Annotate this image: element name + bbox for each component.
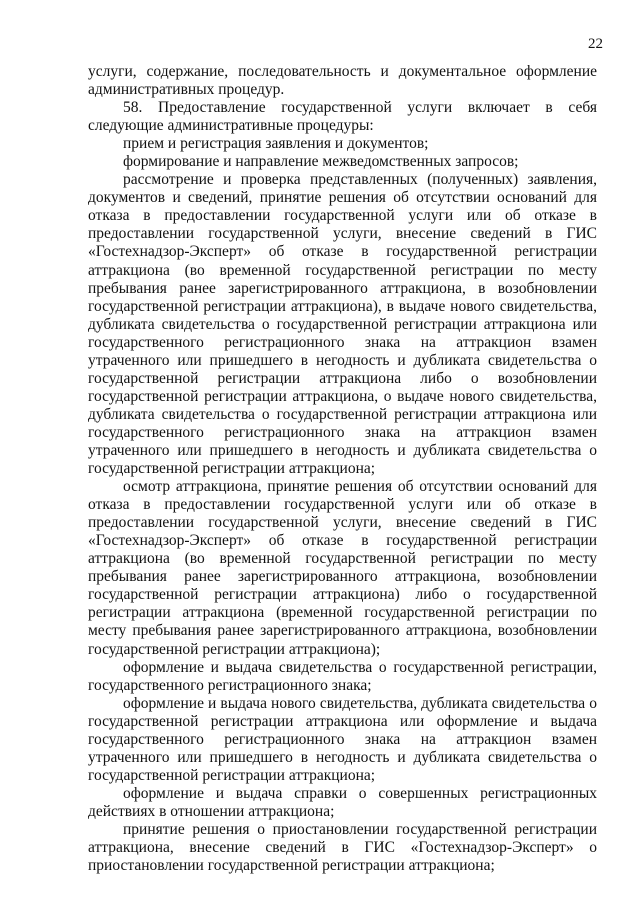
paragraph-procedure-issue-duplicate: оформление и выдача нового свидетельства, дубликата свидетельства о государственной регистрации аттракциона или оформление и выдача государственного регистрационного знака на аттракцион взамен утраченного или пришедшего в негодность и дубликата свидетельства о государственной регистрации аттракциона;: [88, 694, 597, 784]
paragraph-procedure-suspension: принятие решения о приостановлении государственной регистрации аттракциона, внесение сведений в ГИС «Гостехнадзор-Эксперт» о приостановлении государственной регистрации аттракциона;: [88, 820, 597, 875]
paragraph-procedure-issue-reference: оформление и выдача справки о совершенных регистрационных действиях в отношении аттракциона;: [88, 784, 597, 820]
document-body: [88, 63, 597, 875]
paragraph-procedure-reception: прием и регистрация заявления и документов;: [123, 135, 429, 153]
paragraph-continuation: услуги, содержание, последовательность и документальное оформление административных процедур.: [88, 63, 597, 99]
page-number: 22: [588, 36, 603, 52]
paragraph-procedure-issue-certificate: оформление и выдача свидетельства о государственной регистрации, государственного регистрационного знака;: [88, 658, 597, 694]
paragraph-procedure-inspection: осмотр аттракциона, принятие решения об отсутствии оснований для отказа в предоставлении государственной услуги или об отказе в предоставлении государственной услуги, внесение сведений в ГИС «Гостехнадзор-Эксперт» об отказе в государственной регистрации аттракциона (во временной государственной регистрации по месту пребывания ранее зарегистрированного аттракциона, возобновлении государственной регистрации аттракциона) либо о государственной регистрации аттракциона (временной государственной регистрации по месту пребывания ранее зарегистрированного аттракциона, возобновлении государственной регистрации аттракциона);: [88, 478, 597, 658]
paragraph-clause-58: 58. Предоставление государственной услуги включает в себя следующие административные процедуры:: [88, 99, 597, 135]
paragraph-procedure-requests: формирование и направление межведомственных запросов;: [123, 153, 519, 171]
paragraph-procedure-review: рассмотрение и проверка представленных (полученных) заявления, документов и сведений, принятие решения об отсутствии оснований для отказа в предоставлении государственной услуги или об отказе в предоставлении государственной услуги, внесение сведений в ГИС «Гостехнадзор-Эксперт» об отказе в государственной регистрации аттракциона (во временной государственной регистрации по месту пребывания ранее зарегистрированного аттракциона, в возобновлении государственной регистрации аттракциона), в выдаче нового свидетельства, дубликата свидетельства о государственной регистрации аттракциона или государственного регистрационного знака на аттракцион взамен утраченного или пришедшего в негодность и дубликата свидетельства о государственной регистрации аттракциона либо о возобновлении государственной регистрации аттракциона, о выдаче нового свидетельства, дубликата свидетельства о государственной регистрации аттракциона или государственного регистрационного знака на аттракцион взамен утраченного или пришедшего в негодность и дубликата свидетельства о государственной регистрации аттракциона;: [88, 171, 597, 478]
